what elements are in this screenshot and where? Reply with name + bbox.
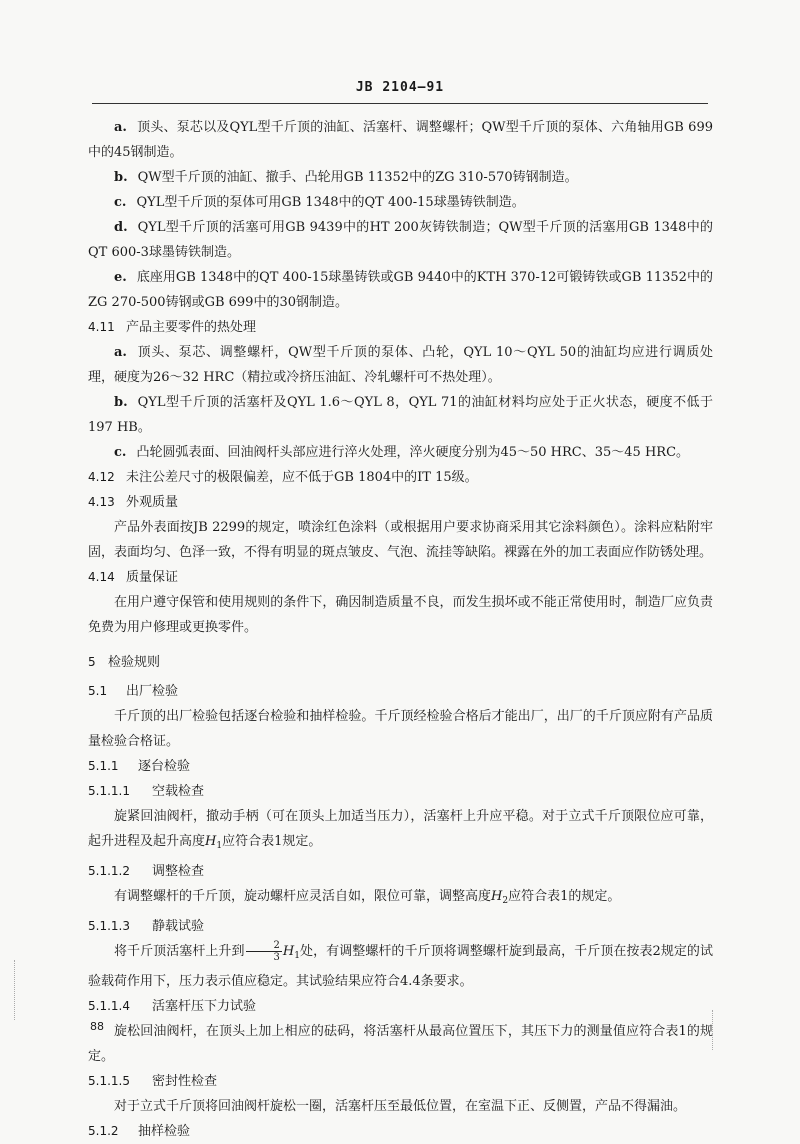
item-text: QYL型千斤顶的活塞可用GB 9439中的HT 200灰铸铁制造；QW型千斤顶的活塞用GB 1348中的QT 600-3球墨铸铁制造。 <box>88 220 713 260</box>
section-title: 产品主要零件的热处理 <box>126 320 257 335</box>
section-title: 外观质量 <box>126 495 179 510</box>
scan-margin-mark <box>14 960 15 1020</box>
symbol: H <box>205 834 217 849</box>
section-4-14-body: 在用户遵守保管和使用规则的条件下，确因制造质量不良，而发生损坏或不能正常使用时，制造厂应负责免费为用户修理或更换零件。 <box>88 595 713 635</box>
section-title: 密封性检查 <box>152 1074 218 1089</box>
section-5-1-1-3-heading <box>88 914 713 939</box>
section-number: 4.14 <box>88 570 115 584</box>
item-label: b. <box>114 395 128 410</box>
heat-treatment-item-a <box>88 340 713 390</box>
scan-margin-mark <box>712 1010 713 1050</box>
section-5-1-body: 千斤顶的出厂检验包括逐台检验和抽样检验。千斤顶经检验合格后才能出厂，出厂的千斤顶应附有产品质量检验合格证。 <box>88 709 713 749</box>
body-text: 应符合表1规定。 <box>222 834 322 849</box>
section-title: 抽样检验 <box>138 1124 191 1139</box>
section-title: 空载检查 <box>152 784 205 799</box>
section-text: 未注公差尺寸的极限偏差，应不低于GB 1804中的IT 15级。 <box>126 470 478 485</box>
body-text: 应符合表1的规定。 <box>508 889 621 904</box>
item-text: 顶头、泵芯以及QYL型千斤顶的油缸、活塞杆、调整螺杆；QW型千斤顶的泵体、六角轴用GB 699中的45钢制造。 <box>88 120 713 160</box>
section-number: 5.1 <box>88 684 108 698</box>
section-4-13-heading <box>88 490 713 515</box>
symbol-subscript: 2 <box>502 896 509 906</box>
section-5-1-1-5-heading <box>88 1069 713 1094</box>
symbol: H <box>282 944 295 959</box>
section-5-1-1-4-body: 旋松回油阀杆，在顶头上加上相应的砝码，将活塞杆从最高位置压下，其压下力的测量值应符合表1的规定。 <box>88 1024 713 1064</box>
section-5-1-1-heading <box>88 754 713 779</box>
page-number: 88 <box>90 1020 104 1033</box>
body-text: 有调整螺杆的千斤顶，旋动螺杆应灵活自如，限位可靠，调整高度 <box>114 889 492 904</box>
section-number: 5.1.1.1 <box>88 784 130 798</box>
item-label: a. <box>114 120 127 135</box>
chapter-5-heading <box>88 650 713 675</box>
section-5-1-1-2-heading <box>88 859 713 884</box>
section-number: 4.11 <box>88 320 115 334</box>
section-5-1-1-5-body: 对于立式千斤顶将回油阀杆旋松一圈，活塞杆压至最低位置，在室温下正、反侧置，产品不得漏油。 <box>114 1099 687 1114</box>
material-item-c <box>88 190 713 215</box>
item-label: d. <box>114 220 128 235</box>
section-4-12 <box>88 465 713 490</box>
section-title: 静载试验 <box>152 919 205 934</box>
item-label: c. <box>114 445 127 460</box>
fraction <box>246 940 282 963</box>
body-text: 将千斤顶活塞杆上升到 <box>114 944 245 959</box>
section-4-13-body: 产品外表面按JB 2299的规定，喷涂红色涂料（或根据用户要求协商采用其它涂料颜色）。涂料应粘附牢固，表面均匀、色泽一致，不得有明显的斑点皱皮、气泡、流挂等缺陷。裸露在外的加工表面应作防锈处理。 <box>88 520 713 560</box>
section-number: 5.1.1.4 <box>88 999 130 1013</box>
section-number: 5.1.1.3 <box>88 919 130 933</box>
item-text: 底座用GB 1348中的QT 400-15球墨铸铁或GB 9440中的KTH 370-12可锻铸铁或GB 11352中的ZG 270-500铸钢或GB 699中的30钢制造。 <box>88 270 713 310</box>
section-5-1-1-1-body <box>88 804 713 859</box>
body-text: 处，有调整螺杆的千斤顶将调整螺杆旋到最高，千斤顶在按表2规定的试验载荷作用下，压力表示值应稳定。其试验结果应符合4.4条要求。 <box>88 944 713 989</box>
section-title: 调整检查 <box>152 864 205 879</box>
section-number: 5.1.2 <box>88 1124 119 1138</box>
item-text: QW型千斤顶的油缸、撤手、凸轮用GB 11352中的ZG 310-570铸钢制造。 <box>137 170 578 185</box>
heat-treatment-item-b <box>88 390 713 440</box>
section-5-1-heading <box>88 679 713 704</box>
item-text: 凸轮圆弧表面、回油阀杆头部应进行淬火处理，淬火硬度分别为45～50 HRC、35～45 HRC。 <box>136 445 690 460</box>
header-rule <box>92 103 708 104</box>
section-title: 活塞杆压下力试验 <box>152 999 257 1014</box>
material-item-a <box>88 115 713 165</box>
section-number: 5.1.1.5 <box>88 1074 130 1088</box>
section-5-1-1-4-heading <box>88 994 713 1019</box>
section-number: 4.12 <box>88 470 115 484</box>
item-text: QYL型千斤顶的泵体可用GB 1348中的QT 400-15球墨铸铁制造。 <box>136 195 525 210</box>
section-number: 5.1.1 <box>88 759 119 773</box>
document-body <box>88 115 713 1144</box>
section-5-1-1-3-body <box>88 939 713 994</box>
symbol-subscript: 1 <box>294 951 300 961</box>
material-item-d <box>88 215 713 265</box>
section-title: 逐台检验 <box>138 759 191 774</box>
section-4-14-heading <box>88 565 713 590</box>
standard-code-header: JB 2104—91 <box>355 80 445 95</box>
chapter-title: 检验规则 <box>108 655 161 670</box>
item-label: b. <box>114 170 128 185</box>
section-title: 质量保证 <box>126 570 179 585</box>
section-5-1-1-1-heading <box>88 779 713 804</box>
section-number: 5.1.1.2 <box>88 864 130 878</box>
section-title: 出厂检验 <box>126 684 179 699</box>
section-4-11-heading <box>88 315 713 340</box>
symbol: H <box>491 889 503 904</box>
chapter-number: 5 <box>88 655 96 669</box>
item-label: c. <box>114 195 127 210</box>
fraction-numerator: 2 <box>246 940 282 952</box>
section-5-1-2-heading <box>88 1119 713 1144</box>
symbol-subscript: 1 <box>216 841 223 851</box>
item-text: 顶头、泵芯、调整螺杆，QW型千斤顶的泵体、凸轮，QYL 10～QYL 50的油缸均应进行调质处理，硬度为26～32 HRC（精拉或冷挤压油缸、冷轧螺杆可不热处理）。 <box>88 345 713 385</box>
item-label: e. <box>114 270 127 285</box>
section-number: 4.13 <box>88 495 115 509</box>
material-item-e <box>88 265 713 315</box>
item-text: QYL型千斤顶的活塞杆及QYL 1.6～QYL 8，QYL 71的油缸材料均应处于正火状态，硬度不低于197 HB。 <box>88 395 713 435</box>
body-text: 旋紧回油阀杆，撤动手柄（可在顶头上加适当压力），活塞杆上升应平稳。对于立式千斤顶限位应可靠，起升进程及起升高度 <box>88 809 713 849</box>
fraction-denominator: 3 <box>273 952 280 963</box>
material-item-b <box>88 165 713 190</box>
heat-treatment-item-c <box>88 440 713 465</box>
item-label: a. <box>114 345 127 360</box>
section-5-1-1-2-body <box>88 884 713 914</box>
